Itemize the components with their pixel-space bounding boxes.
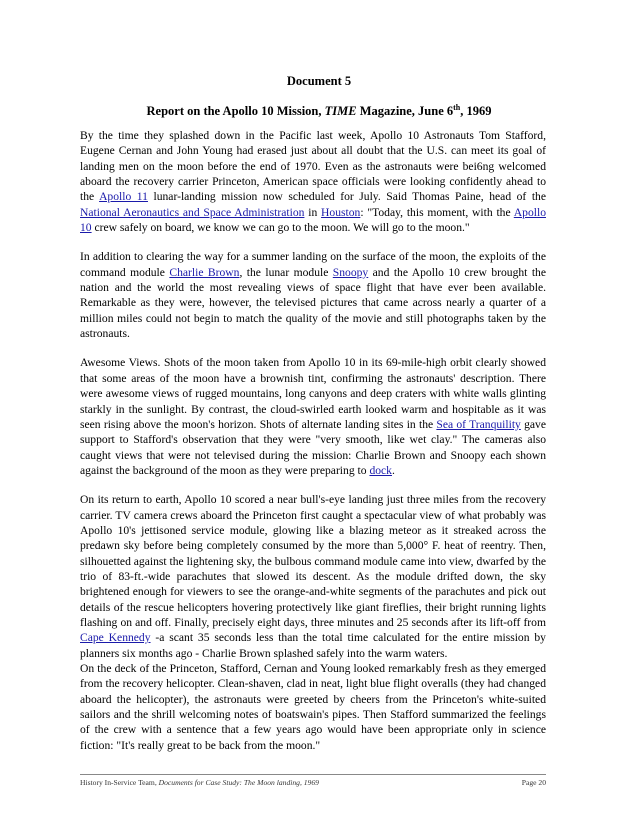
link-dock[interactable]: dock bbox=[369, 463, 392, 477]
footer-team: History In-Service Team, bbox=[80, 778, 159, 787]
paragraph-2 bbox=[80, 249, 546, 341]
footer-source bbox=[80, 778, 319, 787]
link-houston[interactable]: Houston bbox=[321, 205, 361, 219]
text-run: and the Apollo 10 crew brought the nation and the world the most revealing views of space flight that have ever been available. Remarkable as they were, however, the televised pictures that came across nearly a quarter of a million miles could not begin to match the quality of the movie and still photographs taken by the astronauts. bbox=[80, 265, 546, 341]
paragraph-4 bbox=[80, 492, 546, 661]
link-nasa[interactable]: National Aeronautics and Space Administration bbox=[80, 205, 305, 219]
document-title bbox=[0, 104, 638, 119]
paragraph-3 bbox=[80, 355, 546, 478]
text-run: Awesome Views. Shots of the moon taken from Apollo 10 in its 69-mile-high orbit clearly showed that some areas of the moon have a brownish tint, confirming the astronauts' description. There were awesome views of rugged mountains, long canyons and deep craters with white walls glinting starkly in the sunlight. By contrast, the cloud-swirled earth looked warm and hospitable as it was seen rising above the moon's horizon. Shots of alternate landing sites in the bbox=[80, 356, 546, 431]
page-footer bbox=[80, 778, 546, 787]
text-run: By the time they splashed down in the Pacific last week, Apollo 10 Astronauts Tom Stafford, Eugene Cernan and John Young had erased just about all doubt that the U.S. can meet its goal of landing men on the moon before the end of 1970. Even as the astronauts were bei6ng welcomed aboard the recovery carrier Princeton, American space officials were looking confidently ahead to the bbox=[80, 129, 546, 204]
text-run: , the lunar module bbox=[239, 265, 333, 279]
title-superscript: th bbox=[453, 102, 461, 112]
link-apollo-10[interactable]: Apollo 10 bbox=[80, 205, 546, 235]
document-number: Document 5 bbox=[286, 74, 352, 88]
title-middle: Magazine, June 6 bbox=[356, 104, 454, 118]
text-run: In addition to clearing the way for a summer landing on the surface of the moon, the exploits of the command module bbox=[80, 250, 546, 279]
text-run: in bbox=[304, 205, 322, 219]
text-run: -a scant 35 seconds less than the total time calculated for the entire mission by planners six months ago - Charlie Brown splashed safely into the warm waters. bbox=[80, 631, 546, 660]
text-run: . bbox=[391, 463, 395, 477]
document-body bbox=[80, 128, 546, 753]
page-number: Page 20 bbox=[521, 778, 546, 787]
title-suffix: , 1969 bbox=[460, 104, 492, 118]
paragraph-5: On the deck of the Princeton, Stafford, Cernan and Young looked remarkably fresh as they emerged from the recovery helicopter. Clean-shaven, clad in neat, light blue flight overalls (they had changed aboard the helicopter), the astronauts were greeted by cheers from the Princeton's white-suited sailors and the shrill welcoming notes of boatswain's pipes. Then Stafford summarized the feelings of the crew with a sentence that a few years ago would have been appropriate only in science fiction: "It's really great to be back from the moon." bbox=[80, 662, 546, 752]
link-snoopy[interactable]: Snoopy bbox=[332, 265, 369, 279]
text-run: gave support to Stafford's observation that they were "very smooth, like wet clay." The cameras also caught views that were not televised during the mission: Charlie Brown and Snoopy each shown against the background of the moon as they were preparing to bbox=[80, 417, 546, 477]
paragraph-1 bbox=[80, 128, 546, 235]
title-magazine: TIME bbox=[324, 104, 357, 118]
footer-document-title: Documents for Case Study: The Moon landing, 1969 bbox=[158, 778, 319, 787]
link-sea-of-tranquility[interactable]: Sea of Tranquility bbox=[436, 417, 521, 431]
footer-divider bbox=[80, 774, 546, 775]
link-charlie-brown[interactable]: Charlie Brown bbox=[169, 265, 240, 279]
text-run: : "Today, this moment, with the bbox=[360, 205, 514, 219]
title-prefix: Report on the Apollo 10 Mission, bbox=[146, 104, 325, 118]
text-run: On its return to earth, Apollo 10 scored a near bull's-eye landing just three miles from the recovery carrier. TV camera crews aboard the Princeton first caught a spectacular view of what probably was Apollo 10's jettisoned service module, glowing like a blazing meteor as it streaked across the predawn sky before being completely consumed by the more than 5,000° F. heat of reentry. Then, silhouetted against the lightening sky, the bulbous command module came into view, dwarfed by the trio of 83-ft.-wide parachutes that slowed its descent. As the module drifted down, the sky brightened enough for viewers to see the orange-and-white segments of the parachutes and pick out details of the rescue helicopters hovering protectively like giant fireflies, their bright running lights flashing on and off. Finally, precisely eight days, three minutes and 25 seconds after its lift-off from bbox=[80, 493, 547, 629]
link-apollo-11[interactable]: Apollo 11 bbox=[99, 190, 148, 204]
text-run: crew safely on board, we know we can go to the moon. We will go to the moon." bbox=[91, 221, 470, 235]
text-run: lunar-landing mission now scheduled for July. Said Thomas Paine, head of the bbox=[147, 190, 546, 204]
link-cape-kennedy[interactable]: Cape Kennedy bbox=[80, 631, 151, 645]
